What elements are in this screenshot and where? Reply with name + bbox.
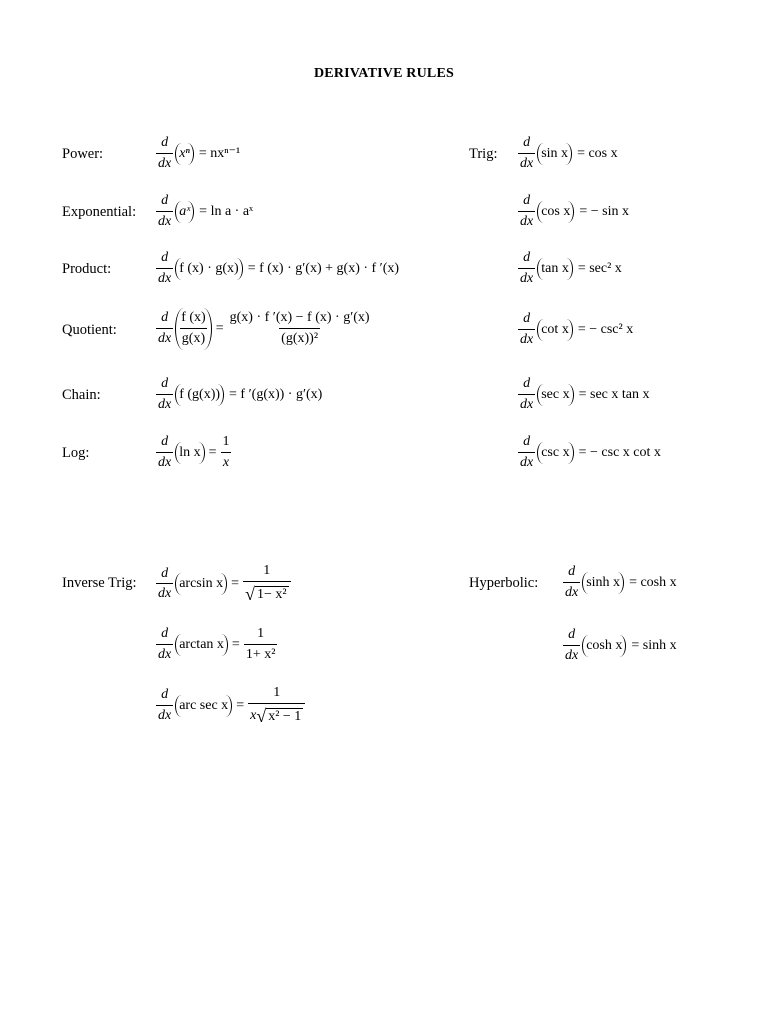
result: = − csc² x — [577, 321, 634, 337]
result: = − csc x cot x — [578, 444, 661, 460]
label-exponential: Exponential: — [62, 204, 137, 220]
formula-sinh — [562, 565, 677, 600]
result: $\frac{g(x) \cdot f '(x) - f (x) \cdot g'(x)}{\text{(g(x))²}}$ — [229, 310, 370, 346]
label-inverse-trig: Inverse Trig: — [62, 575, 137, 591]
formula-quotient: $\frac{d}{dx}$ $\frac{f (x)}{g(x)}$ = $\frac{g(x) \cdot f '(x) - f (x) \cdot g'(x)}{\text{(g(x))²}}$ — [155, 308, 373, 350]
formula-arcsin: $\frac{d}{dx}$ arcsin x = 1 √ 1− x² — [155, 564, 292, 604]
formula-cosh — [562, 628, 677, 663]
result: = cos x — [577, 145, 618, 161]
derivative-operator: $\frac{d}{dx}$ — [520, 135, 534, 171]
derivative-operator: $\frac{d}{dx}$ — [565, 564, 579, 600]
argument: cosh x — [582, 635, 626, 657]
derivative-operator: $\frac{d}{dx}$ — [520, 250, 534, 286]
derivative-operator: $\frac{d}{dx}$ — [158, 376, 172, 412]
argument: aˣ — [175, 201, 194, 223]
argument: csc x — [537, 442, 573, 464]
result: 1 √ 1− x² — [243, 564, 290, 604]
derivative-operator: $\frac{d}{dx}$ — [158, 310, 172, 346]
result: $\frac{1}{\text{1+ x²}}$ — [245, 626, 276, 662]
derivative-operator: $\frac{d}{dx}$ — [520, 434, 534, 470]
result: = nxⁿ⁻¹ — [198, 145, 241, 161]
formula-arcsec: $\frac{d}{dx}$ arc sec x = 1 x √ x² − 1 — [155, 686, 306, 726]
formula-trig-cos — [517, 194, 629, 229]
formula-chain — [155, 377, 322, 412]
argument: cos x — [537, 201, 574, 223]
result: = cosh x — [629, 574, 677, 590]
argument: arcsin x — [175, 573, 227, 595]
formula-log: $\frac{d}{dx}$ ln x = $\frac{1}{x}$ — [158, 434, 230, 470]
label-power: Power: — [62, 146, 104, 162]
result: = ln a · aˣ — [199, 203, 254, 219]
label-chain: Chain: — [62, 387, 101, 403]
label-trig: Trig: — [469, 146, 498, 162]
result: = sinh x — [631, 637, 677, 653]
result: $\frac{1}{x}$ — [222, 434, 230, 470]
result: = − sin x — [579, 203, 630, 219]
page-title: DERIVATIVE RULES — [313, 66, 454, 81]
derivative-operator: $\frac{d}{dx}$ — [158, 565, 172, 602]
argument: xⁿ — [175, 143, 194, 165]
argument: f (x) · g(x) — [175, 258, 242, 280]
argument: arctan x — [175, 634, 228, 656]
derivative-operator: $\frac{d}{dx}$ — [158, 250, 172, 286]
derivative-operator: $\frac{d}{dx}$ — [158, 626, 172, 662]
argument: sinh x — [582, 572, 624, 594]
argument: f (g(x)) — [175, 384, 224, 406]
formula-power — [155, 136, 240, 171]
formula-trig-tan — [517, 251, 622, 286]
argument: sec x — [537, 384, 573, 406]
derivative-operator: $\frac{d}{dx}$ — [158, 193, 172, 229]
formula-trig-csc — [517, 435, 661, 470]
square-root-icon: √ — [245, 583, 255, 604]
formula-product — [155, 251, 399, 286]
formula-exponential — [155, 194, 253, 229]
argument: cot x — [537, 319, 573, 341]
derivative-operator: $\frac{d}{dx}$ — [520, 311, 534, 347]
result: = sec² x — [577, 260, 622, 276]
argument: arc sec x — [175, 695, 232, 717]
label-product: Product: — [62, 261, 112, 277]
derivative-operator: $\frac{d}{dx}$ — [158, 434, 172, 470]
argument: sin x — [537, 143, 572, 165]
formula-arctan: $\frac{d}{dx}$ arctan x = $\frac{1}{\text{1+ x²}}$ — [158, 626, 276, 662]
derivative-operator: $\frac{d}{dx}$ — [520, 193, 534, 229]
result: = sec x tan x — [578, 386, 650, 402]
square-root-icon: √ — [256, 705, 267, 726]
result: = f ′(g(x)) · g′(x) — [229, 386, 323, 402]
label-log: Log: — [62, 445, 90, 461]
derivative-operator: $\frac{d}{dx}$ — [158, 135, 172, 171]
formula-trig-cot — [517, 312, 633, 347]
argument: $\frac{f (x)}{g(x)}$ — [175, 308, 212, 350]
formula-trig-sec — [517, 377, 649, 412]
derivative-operator: $\frac{d}{dx}$ — [565, 627, 579, 663]
result: 1 x √ x² − 1 — [248, 686, 305, 726]
derivative-operator: $\frac{d}{dx}$ — [520, 376, 534, 412]
argument: tan x — [537, 258, 573, 280]
argument: ln x — [175, 442, 204, 464]
result: = f (x) · g′(x) + g(x) · f ′(x) — [247, 260, 400, 276]
label-hyperbolic: Hyperbolic: — [469, 575, 539, 591]
derivative-operator: $\frac{d}{dx}$ — [158, 687, 172, 723]
formula-trig-sin — [517, 136, 618, 171]
label-quotient: Quotient: — [62, 322, 117, 338]
